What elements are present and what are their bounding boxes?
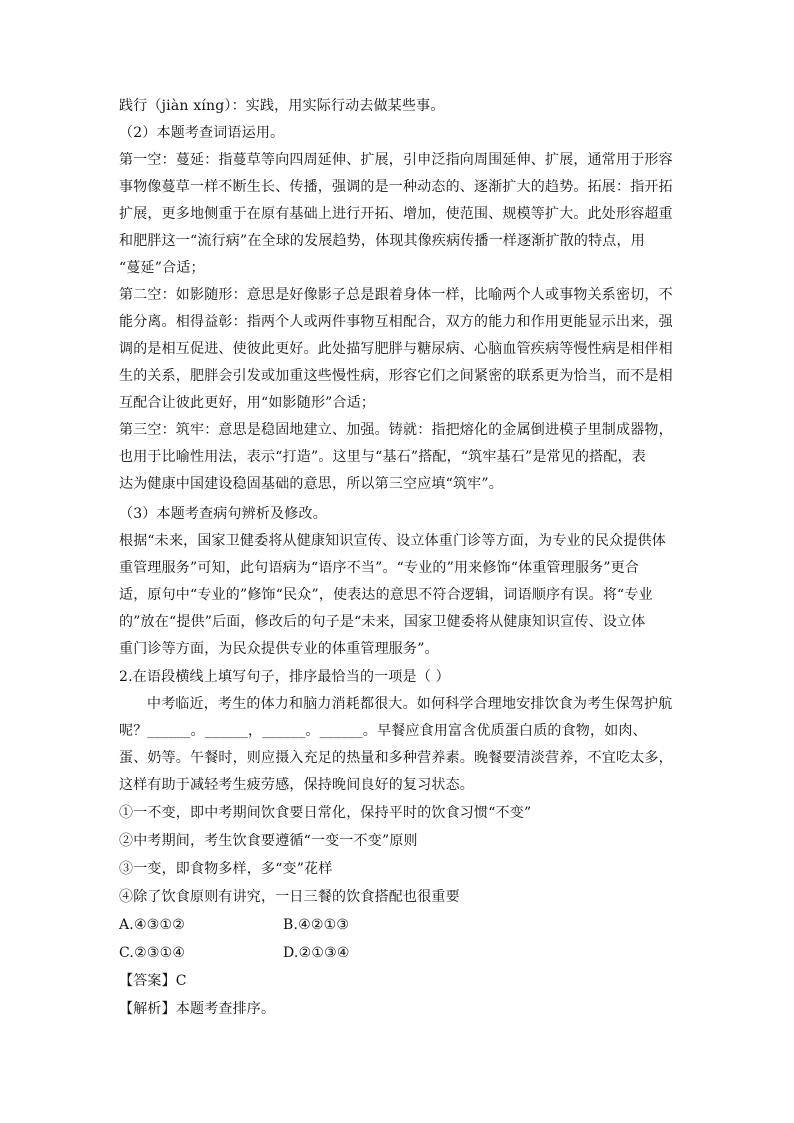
text-line: 能分离。相得益彰：指两个人或两件事物互相配合，双方的能力和作用更能显示出来，强 <box>119 314 673 330</box>
text-line: 扩展，更多地侧重于在原有基础上进行开拓、增加，使范围、规模等扩大。此处形容超重 <box>119 206 673 222</box>
analysis-line: 【解析】本题考查排序。 <box>119 1001 276 1017</box>
text-line: 第一空：蔓延：指蔓草等向四周延伸、扩展，引申泛指向周围延伸、扩展，通常用于形容 <box>119 152 673 168</box>
text-line: 重门诊等方面，为民众提供专业的体重管理服务”。 <box>119 641 439 657</box>
passage-line: 这样有助于减轻考生疲劳感，保持晚间良好的复习状态。 <box>119 777 474 793</box>
passage-line: 蛋、奶等。午餐时，则应摄入充足的热量和多种营养素。晚餐要清淡营养，不宜吃太多， <box>119 750 673 766</box>
text-line: 事物像蔓草一样不断生长、传播，强调的是一种动态的、逐渐扩大的趋势。拓展：指开拓 <box>119 179 673 195</box>
section-heading: （2）本题考查词语运用。 <box>119 125 285 141</box>
option-c: C.②③①④ <box>119 945 186 961</box>
section-heading: （3）本题考查病句辨析及修改。 <box>119 506 327 522</box>
option-a: A.④③①② <box>119 917 185 933</box>
option-row <box>119 912 679 939</box>
option-d: D.②①③④ <box>283 945 350 961</box>
text-line: 重管理服务”可知，此句语病为“语序不当”。“专业的”用来修饰“体重管理服务”更合 <box>119 560 640 576</box>
text-line: 践行（jiàn xíng）：实践，用实际行动去做某些事。 <box>119 98 445 114</box>
text-line: 的”放在“提供”后面，修改后的句子是“未来，国家卫健委将从健康知识宣传、设立体 <box>119 614 646 630</box>
text-line: 根据“未来，国家卫健委将从健康知识宣传、设立体重门诊等方面，为专业的民众提供体 <box>119 533 666 549</box>
text-line: 第三空：筑牢：意思是稳固地建立、加强。铸就：指把熔化的金属倒进模子里制成器物， <box>119 422 673 438</box>
answer-line: 【答案】C <box>119 973 187 989</box>
text-line: 第二空：如影随形：意思是好像影子总是跟着身体一样，比喻两个人或事物关系密切，不 <box>119 287 673 303</box>
text-line: 也用于比喻性用法，表示“打造”。这里与“基石”搭配，“筑牢基石”是常见的搭配，表 <box>119 449 646 465</box>
text-line: 调的是相互促进、使彼此更好。此处描写肥胖与糖尿病、心脑血管疾病等慢性病是相伴相 <box>119 341 673 357</box>
text-line: 适，原句中“专业的”修饰“民众”，使表达的意思不符合逻辑，词语顺序有误。将“专业 <box>119 587 653 603</box>
text-line: 和肥胖这一“流行病”在全球的发展趋势，体现其像疾病传播一样逐渐扩散的特点，用 <box>119 233 645 249</box>
passage-line: 呢？______。______，______。______。早餐应食用富含优质蛋白质的食物，如肉、 <box>119 723 647 739</box>
text-line: 互配合让彼此更好，用“如影随形”合适； <box>119 395 376 411</box>
option-row <box>119 940 679 967</box>
sentence-item: ②中考期间，考生饮食要遵循“一变一不变”原则 <box>119 833 418 849</box>
sentence-item: ④除了饮食原则有讲究，一日三餐的饮食搭配也很重要 <box>119 889 460 905</box>
passage-line: 中考临近，考生的体力和脑力消耗都很大。如何科学合理地安排饮食为考生保驾护航 <box>147 696 673 712</box>
text-line: “蔓延”合适； <box>119 260 205 276</box>
sentence-item: ③一变，即食物多样，多“变”花样 <box>119 861 333 877</box>
option-b: B.④②①③ <box>283 917 350 933</box>
question-stem: 2.在语段横线上填写句子，排序最恰当的一项是（ ） <box>119 669 450 685</box>
text-line: 生的关系，肥胖会引发或加重这些慢性病，形容它们之间紧密的联系更为恰当，而不是相 <box>119 368 673 384</box>
sentence-item: ①一不变，即中考期间饮食要日常化，保持平时的饮食习惯“不变” <box>119 805 532 821</box>
text-line: 达为健康中国建设稳固基础的意思，所以第三空应填“筑牢”。 <box>119 476 503 492</box>
